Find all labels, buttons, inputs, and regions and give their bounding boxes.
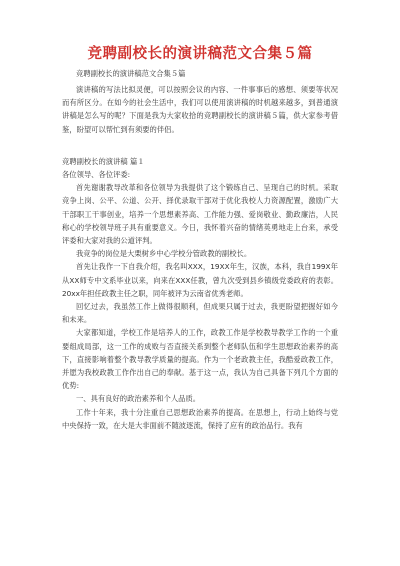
body-paragraph-5: 大家都知道，学校工作是培养人的工作，政教工作是学校教导教学工作的一个重要组成局部，这一工作的成败与否直接关系到整个老师队伍和学生思想政治素养的高下，直接影响着整个教导教学质量的提高。作为一个老政教主任，我酷爱政教工作，并愿为我校政教工作作出自己的奉献。基于这一点，我认为自己具备下列几个方面的优势: (62, 328, 338, 391)
body-paragraph-1: 首先谢谢教导改革和各位领导为我提供了这个锻练自己、呈现自己的时机。采取竞争上岗、公平、公道、公开、择优录取干部对于优化我校人力资源配置，激励广大干部职工干事创业，培养一个思想素养高、工作能力强、爱岗敬业、勤政廉洁，人民称心的学校领导班子具有重要意义。今日，我怀着兴奋的情绪英勇地走上台来，承受评委和大家对我的公道评判。 (62, 183, 338, 246)
document-subtitle: 竞聘副校长的演讲稿范文合集５篇 (76, 69, 186, 78)
greeting: 各位领导、各位评委: (62, 170, 131, 180)
section-heading: 竞聘副校长的演讲稿 篇１ (62, 156, 145, 166)
body-paragraph-3: 首先让我作一下自我介绍，我名叫XXX，19XX年生，汉族，本科，我自199X年从XX师专中文系毕业以来，向来在XXX任教，曾九次受到县乡镇级党委政府的表彰。20xx年担任政教主任之职，同年被评为云南省优秀老师。 (62, 262, 338, 298)
document-title: 竞聘副校长的演讲稿范文合集５篇 (87, 46, 313, 62)
body-paragraph-4: 回忆过去，我虽然工作上做得很顺利，但成果只属于过去，我更盼望把握好如今和未来。 (62, 302, 338, 325)
body-paragraph-6: 工作十年来，我十分注重自己思想政治素养的提高。在思想上，行动上始终与党中央保持一致，在大是大非面前不随波逐流，保持了应有的政治品行。我有 (62, 407, 338, 430)
point-heading: 一、具有良好的政治素养和个人品质。 (76, 394, 201, 404)
intro-paragraph: 演讲稿的写法比拟灵便，可以按照会议的内容、一件事事后的感想、须要等状况而有所区分。在如今的社会生活中，我们可以使用演讲稿的时机越来越多，到普通演讲稿是怎么写的呢？下面是我为大家收拾的竞聘副校长的演讲稿５篇，供大家参考借鉴，盼望可以帮忙到有须要的伴侣。 (62, 85, 338, 134)
body-paragraph-2: 我竞争的岗位是大栗树乡中心学校分管政教的副校长。 (76, 249, 252, 259)
